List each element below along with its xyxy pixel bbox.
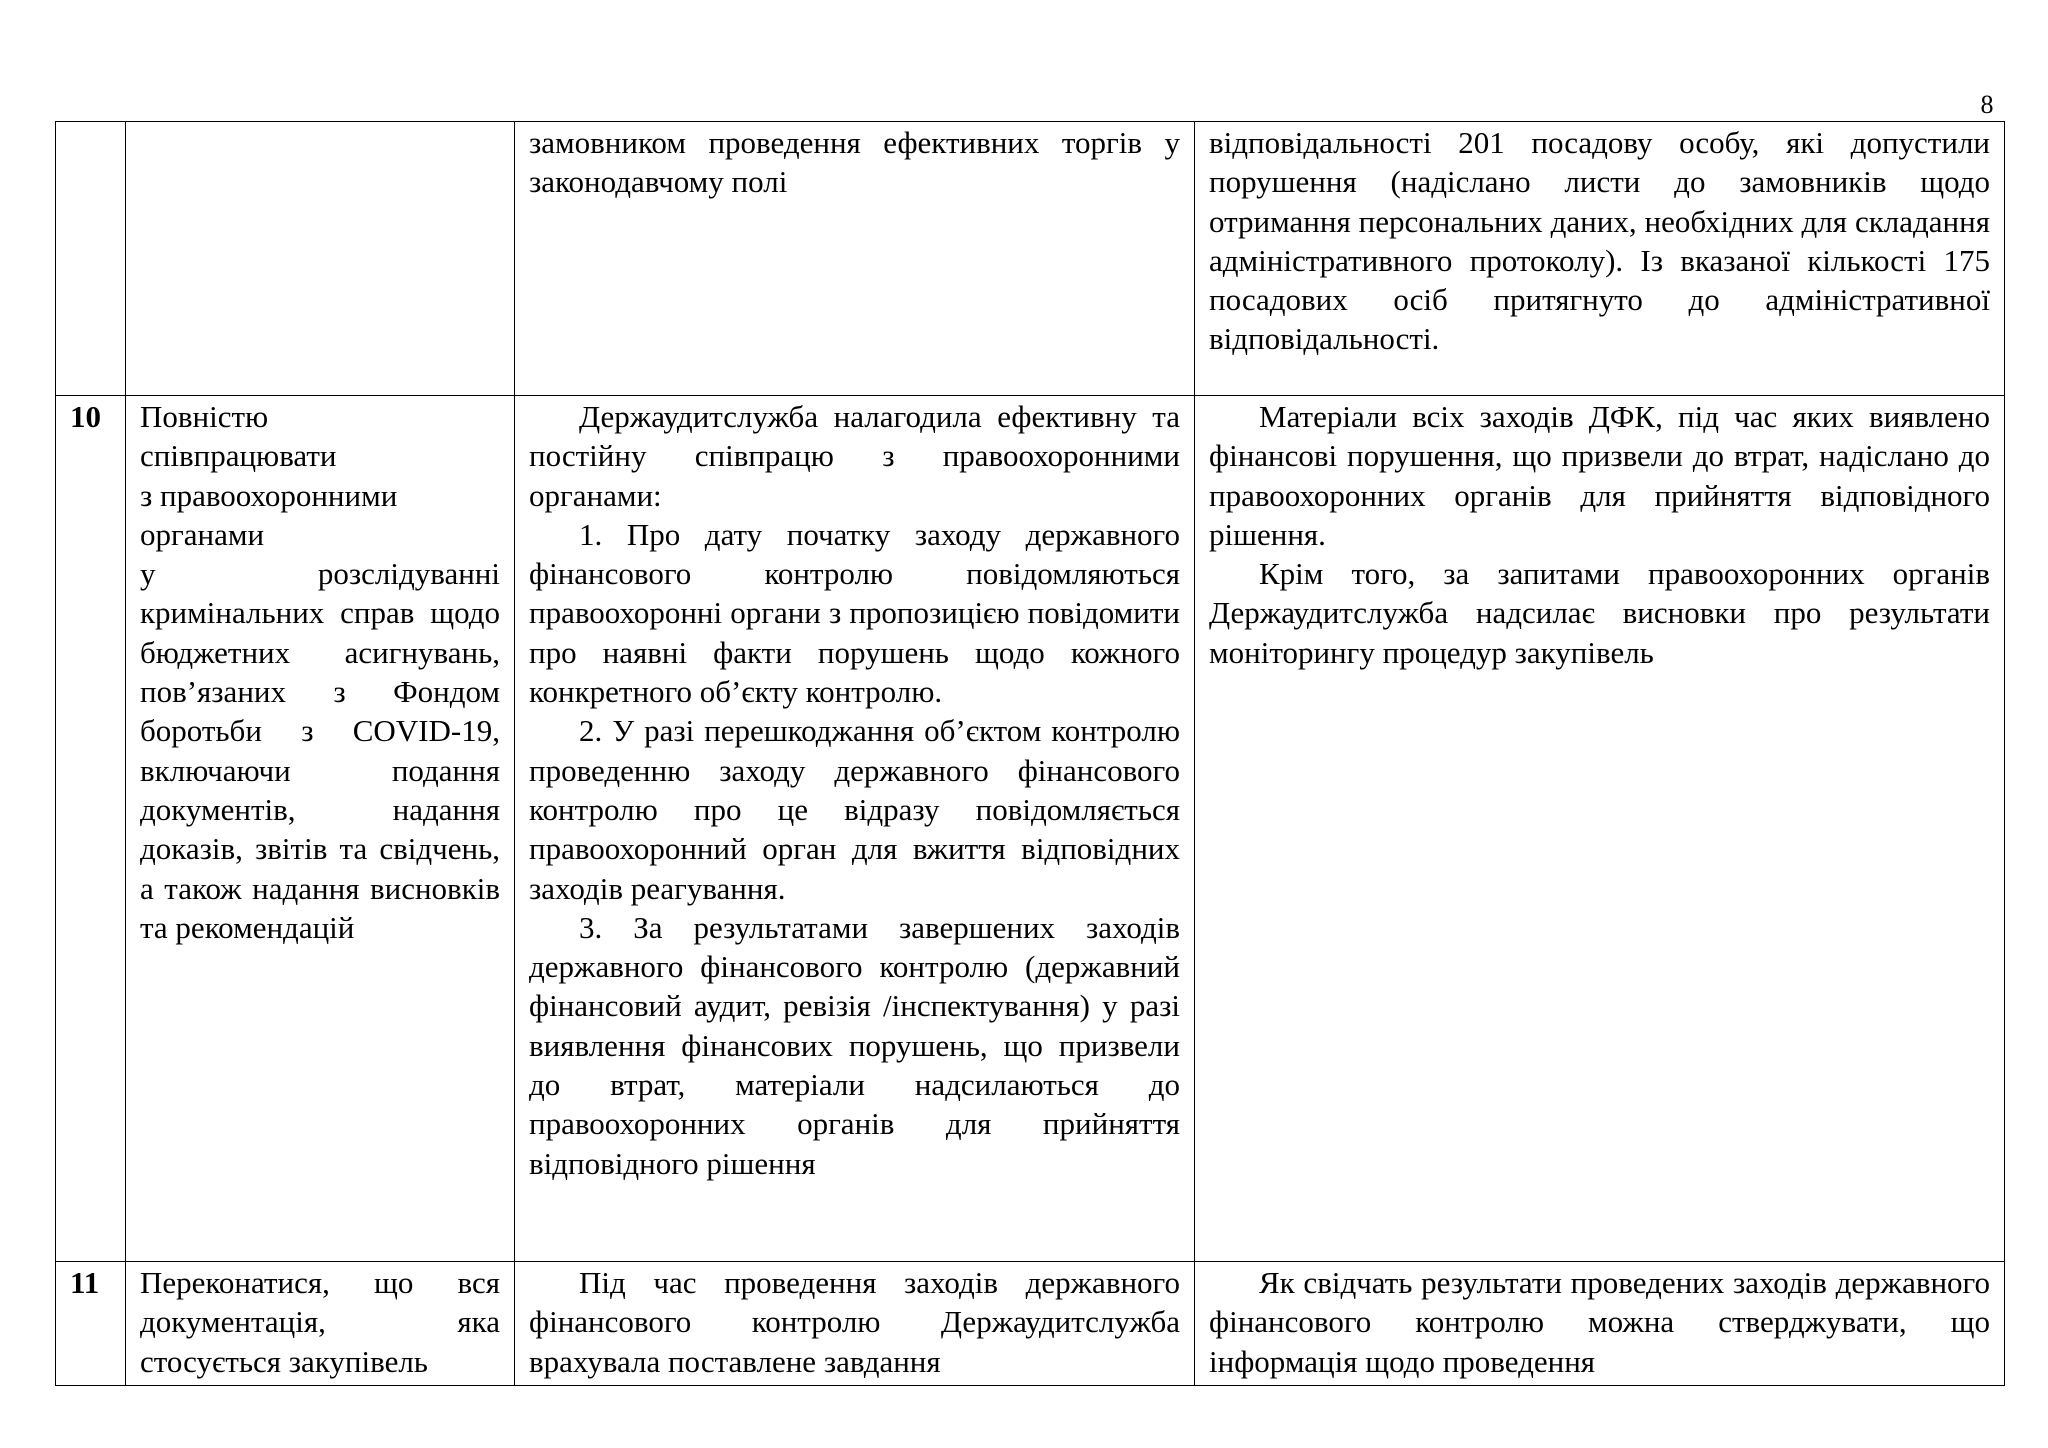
row-number [56,122,126,396]
task-cell [126,122,515,396]
action-paragraph: 2. У разі перешкоджання об’єктом контролю проведенню заходу державного фінансового контролю про це відразу повідомляється правоохоронний орган для вжиття відповідних заходів реагування. [529,713,1180,906]
task-paragraph: Повністю [140,399,269,434]
action-paragraph: 3. За результатами завершених заходів державного фінансового контролю (державний фінансовий аудит, ревізія /інспектування) у разі виявлення фінансових порушень, що призвели до втрат, матеріали надсилаються до правоохоронних органів для прийняття відповідного рішення [529,909,1180,1181]
page-number: 8 [1980,90,1994,119]
result-cell [1195,396,2005,1262]
task-paragraph: Переконатися, що вся документація, яка стосується закупівель [140,1265,500,1379]
result-paragraph: Матеріали всіх заходів ДФК, під час яких виявлено фінансові порушення, що призвели до втрат, надіслано до правоохоронних органів для прийняття відповідного рішення. [1209,399,1990,552]
action-paragraph: замовником проведення ефективних торгів у законодавчому полі [529,125,1180,200]
table-row [56,396,2005,1262]
measures-table [55,121,2005,1386]
task-cell [126,396,515,1262]
table-row [56,122,2005,396]
result-paragraph: Як свідчать результати проведених заходів державного фінансового контролю можна стверджувати, що інформація щодо проведення [1209,1265,1990,1379]
row-number: 11 [56,1262,126,1386]
task-paragraph: співпрацювати [140,438,337,474]
action-cell [515,122,1195,396]
task-paragraph: органами [140,516,265,552]
result-paragraph: Крім того, за запитами правоохоронних органів Держаудитслужба надсилає висновки про результати моніторингу процедур закупівель [1209,556,1990,670]
result-paragraph: відповідальності 201 посадову особу, які допустили порушення (надіслано листи до замовників щодо отримання персональних даних, необхідних для складання адміністративного протоколу). Із вказаної кількості 175 посадових осіб притягнуто до адміністративної відповідальності. [1209,125,1990,357]
row-number: 10 [56,396,126,1262]
table-row [56,1262,2005,1386]
action-paragraph: Під час проведення заходів державного фінансового контролю Держаудитслужба врахувала поставлене завдання [529,1265,1180,1379]
action-paragraph: 1. Про дату початку заходу державного фінансового контролю повідомляються правоохоронні органи з пропозицією повідомити про наявні факти порушень щодо кожного конкретного об’єкту контролю. [529,516,1180,710]
task-cell [126,1262,515,1386]
result-cell [1195,1262,2005,1386]
action-paragraph: Держаудитслужба налагодила ефективну та постійну співпрацю з правоохоронними органами: [529,399,1180,513]
action-cell [515,396,1195,1262]
action-cell [515,1262,1195,1386]
result-cell [1195,122,2005,396]
task-paragraph: з правоохоронними [140,477,398,513]
task-paragraph: у розслідуванні кримінальних справ щодо бюджетних асигнувань, пов’язаних з Фондом боротьби з COVID-19, включаючи подання документів, надання доказів, звітів та свідчень, а також надання висновків та рекомендацій [140,556,500,945]
